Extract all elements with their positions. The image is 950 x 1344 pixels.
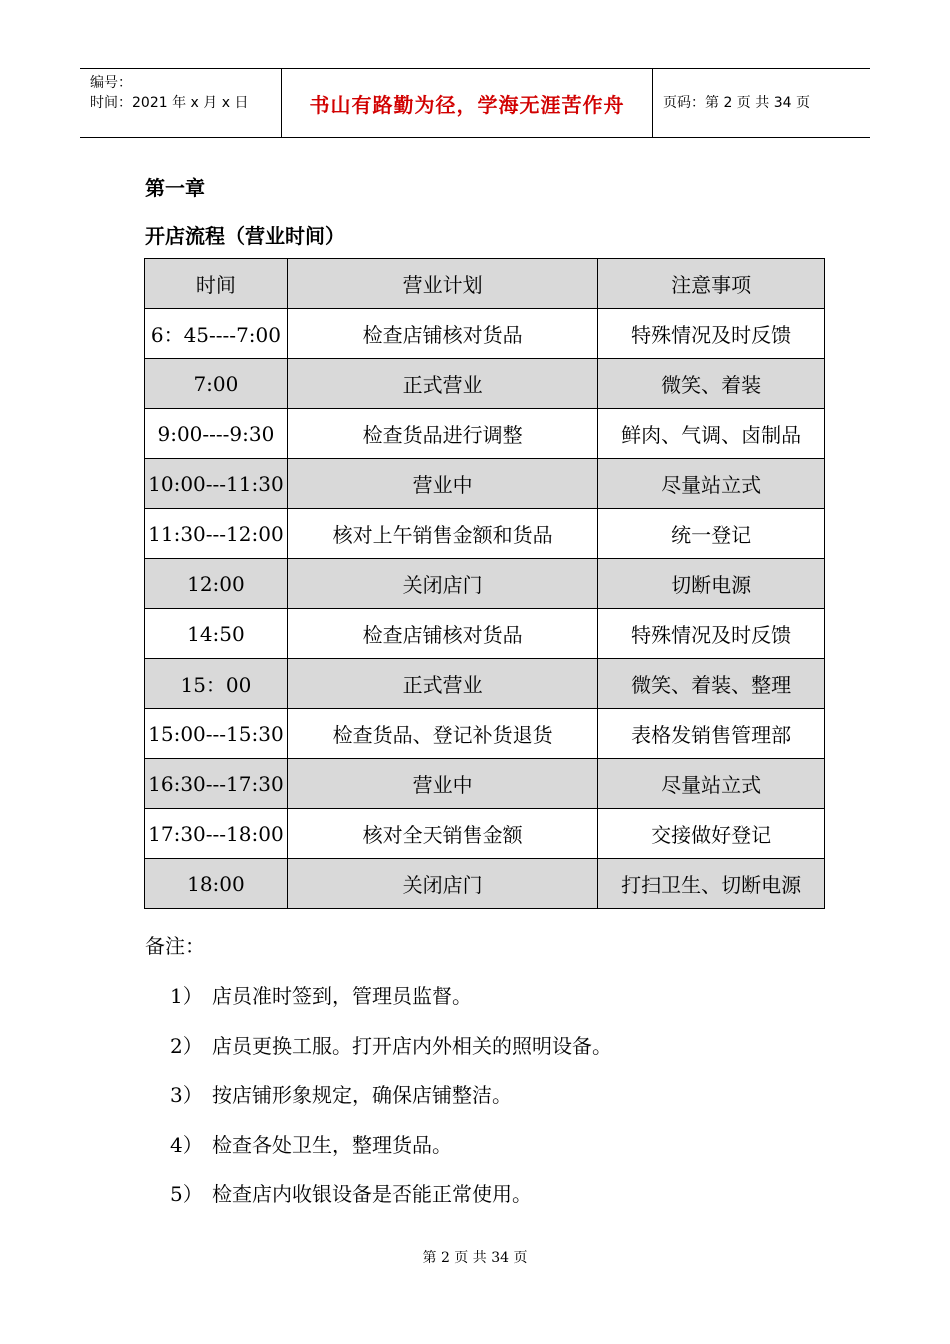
table-row — [145, 559, 825, 609]
plan-cell: 营业中 — [287, 759, 597, 809]
time-cell: 10:00---11:30 — [145, 459, 288, 509]
note-text: 店员准时签到，管理员监督。 — [212, 984, 472, 1008]
time-cell: 17:30---18:00 — [145, 809, 288, 859]
table-row — [145, 659, 825, 709]
table-row — [145, 409, 825, 459]
note-number: 2） — [170, 1034, 203, 1058]
page-info: 页码：第 2 页 共 34 页 — [663, 95, 810, 111]
time-cell: 7:00 — [145, 359, 288, 409]
note-item — [170, 1079, 512, 1108]
plan-cell: 关闭店门 — [287, 859, 597, 909]
table-row — [145, 709, 825, 759]
note-number: 1） — [170, 984, 203, 1008]
table-row — [145, 859, 825, 909]
note-number: 5） — [170, 1182, 203, 1206]
note-cell: 特殊情况及时反馈 — [598, 609, 825, 659]
note-cell: 微笑、着装、整理 — [598, 659, 825, 709]
note-cell: 交接做好登记 — [598, 809, 825, 859]
header-motto-cell — [281, 69, 653, 137]
time-cell: 18:00 — [145, 859, 288, 909]
note-cell: 微笑、着装 — [598, 359, 825, 409]
note-item — [170, 1030, 612, 1059]
time-cell: 15：00 — [145, 659, 288, 709]
header-meta — [80, 69, 281, 137]
plan-cell: 营业中 — [287, 459, 597, 509]
time-cell: 12:00 — [145, 559, 288, 609]
plan-cell: 关闭店门 — [287, 559, 597, 609]
chapter-title: 第一章 — [145, 176, 205, 200]
table-row — [145, 459, 825, 509]
time-cell: 16:30---17:30 — [145, 759, 288, 809]
column-header: 注意事项 — [598, 259, 825, 309]
note-cell: 鲜肉、气调、卤制品 — [598, 409, 825, 459]
table-row — [145, 309, 825, 359]
note-cell: 表格发销售管理部 — [598, 709, 825, 759]
plan-cell: 检查店铺核对货品 — [287, 309, 597, 359]
page-header — [80, 68, 870, 138]
column-header: 时间 — [145, 259, 288, 309]
section-title: 开店流程（营业时间） — [145, 224, 345, 248]
table-row — [145, 359, 825, 409]
note-cell: 尽量站立式 — [598, 459, 825, 509]
time-cell: 15:00---15:30 — [145, 709, 288, 759]
note-number: 4） — [170, 1133, 203, 1157]
schedule-table — [144, 258, 825, 909]
table-row — [145, 809, 825, 859]
plan-cell: 核对上午销售金额和货品 — [287, 509, 597, 559]
note-text: 检查各处卫生，整理货品。 — [212, 1133, 452, 1157]
date-label: 时间：2021 年 x 月 x 日 — [90, 95, 249, 111]
note-item — [170, 1178, 532, 1207]
header-page-cell — [653, 69, 870, 137]
time-cell: 9:00----9:30 — [145, 409, 288, 459]
plan-cell: 正式营业 — [287, 659, 597, 709]
note-text: 按店铺形象规定，确保店铺整洁。 — [212, 1083, 512, 1107]
page-footer: 第 2 页 共 34 页 — [422, 1250, 528, 1266]
note-cell: 统一登记 — [598, 509, 825, 559]
table-row — [145, 759, 825, 809]
table-row — [145, 509, 825, 559]
time-cell: 11:30---12:00 — [145, 509, 288, 559]
notes-title: 备注： — [145, 934, 205, 958]
plan-cell: 正式营业 — [287, 359, 597, 409]
note-text: 检查店内收银设备是否能正常使用。 — [212, 1182, 532, 1206]
plan-cell: 检查货品、登记补货退货 — [287, 709, 597, 759]
table-header-row — [145, 259, 825, 309]
note-text: 店员更换工服。打开店内外相关的照明设备。 — [212, 1034, 612, 1058]
plan-cell: 检查货品进行调整 — [287, 409, 597, 459]
note-item — [170, 1129, 452, 1158]
number-label: 编号： — [90, 75, 132, 91]
table-row — [145, 609, 825, 659]
note-cell: 特殊情况及时反馈 — [598, 309, 825, 359]
plan-cell: 核对全天销售金额 — [287, 809, 597, 859]
note-cell: 切断电源 — [598, 559, 825, 609]
motto: 书山有路勤为径，学海无涯苦作舟 — [309, 92, 625, 117]
note-cell: 打扫卫生、切断电源 — [598, 859, 825, 909]
time-cell: 14:50 — [145, 609, 288, 659]
time-cell: 6：45----7:00 — [145, 309, 288, 359]
note-cell: 尽量站立式 — [598, 759, 825, 809]
note-number: 3） — [170, 1083, 203, 1107]
plan-cell: 检查店铺核对货品 — [287, 609, 597, 659]
note-item — [170, 980, 472, 1009]
column-header: 营业计划 — [287, 259, 597, 309]
